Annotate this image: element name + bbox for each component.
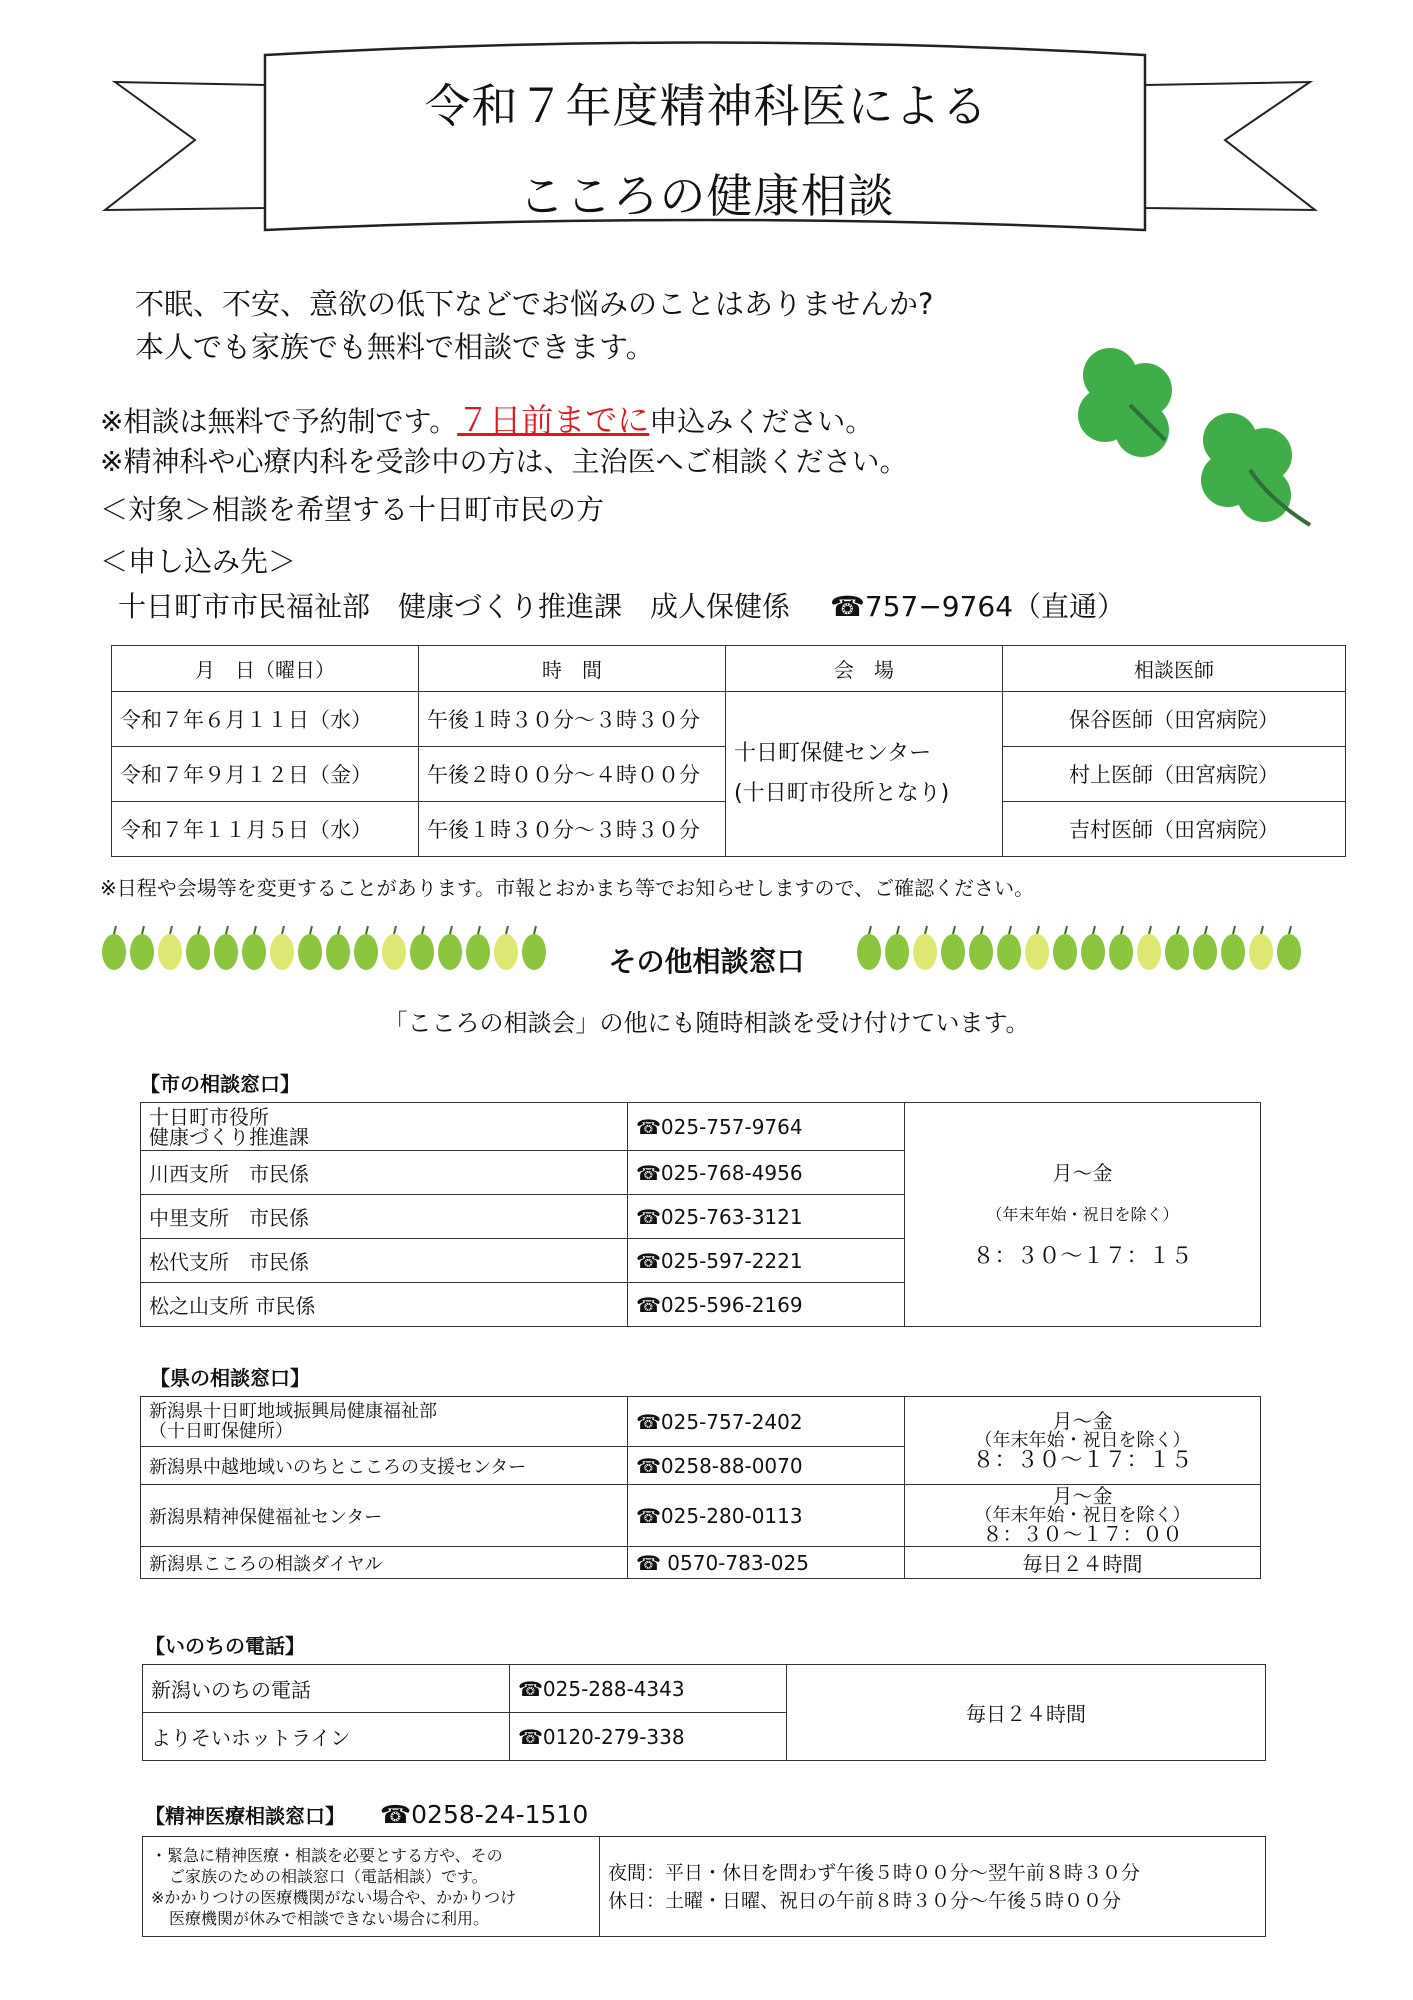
table-row: 中里支所 市民係 ☎025-763-3121 [141,1195,1261,1239]
table-row: よりそいホットライン ☎0120-279-338 [143,1713,1266,1761]
city-hours: 月～金 （年末年始・祝日を除く） ８：３０～１７：１５ [905,1103,1261,1327]
apple-stem [1093,926,1095,934]
inochi-heading: 【いのちの電話】 [145,1634,305,1658]
apple-stem [366,926,368,934]
apply-heading: ＜申し込み先＞ [100,545,297,578]
clover-icon [1050,335,1320,535]
schedule-note: ※日程や会場等を変更することがあります。市報とおかまち等でお知らせしますので、ご確認ください。 [100,876,1035,900]
apple-stem [1233,926,1235,934]
apple-stem [925,926,927,934]
pref-heading: 【県の相談窓口】 [150,1366,310,1390]
psych-phone: ☎0258-24-1510 [380,1800,589,1829]
table-row: 令和７年１１月５日（水） 午後１時３０分～３時３０分 吉村医師（田宮病院） [112,802,1346,857]
table-row: 令和７年９月１２日（金） 午後２時００分～４時００分 村上医師（田宮病院） [112,747,1346,802]
apple-stem [450,926,452,934]
table-row: 新潟県こころの相談ダイヤル ☎ 0570-783-025 毎日２４時間 [141,1547,1261,1579]
apple-stem [254,926,256,934]
inochi-table [142,1664,1266,1761]
table-row: 令和７年６月１１日（水） 午後１時３０分～３時３０分 十日町保健センター (十日町市役所となり) 保谷医師（田宮病院） [112,692,1346,747]
city-table [140,1102,1261,1327]
apple-stem [1149,926,1151,934]
target-line: ＜対象＞相談を希望する十日町市民の方 [100,493,605,526]
apple-stem [981,926,983,934]
psych-night: 夜間：平日・休日を問わず午後５時００分～翌午前８時３０分 [608,1861,1141,1884]
psych-heading: 【精神医療相談窓口】 ☎0258-24-1510 [145,1800,589,1829]
deadline-highlight: ７日前までに [457,401,650,439]
apple-stem [1289,926,1291,934]
apple-stem [1009,926,1011,934]
other-title: その他相談窓口 [608,945,805,978]
psych-table: ・緊急に精神医療・相談を必要とする方や、その ご家族のための相談窓口（電話相談）です。 ※かかりつけの医療機関がない場合や、かかりつけ 医療機関が休みで相談できない場合に利用。 夜間：平日・休日を問わず午後５時００分～翌午前８時３０分 休日：土曜・日曜、祝日の午前８時３０分～午後５時００分 [142,1836,1266,1937]
apple-stem [953,926,955,934]
apple-stem [869,926,871,934]
col-venue: 会 場 [726,646,1003,692]
other-subtitle: 「こころの相談会」の他にも随時相談を受け付けています。 [383,1009,1030,1037]
apple-stem [198,926,200,934]
title-line-2: こころの健康相談 [518,169,895,223]
apple-stem [897,926,899,934]
apply-dept: 十日町市市民福祉部 健康づくり推進課 成人保健係 ☎757−9764（直通） [118,590,1126,623]
reserve-note: ※相談は無料で予約制です。７日前までに申込みください。 [100,401,874,439]
apple-stem [506,926,508,934]
apple-stem [1177,926,1179,934]
col-doctor: 相談医師 [1003,646,1346,692]
title-line-1: 令和７年度精神科医による [424,79,989,133]
apple-stem [282,926,284,934]
table-row: 松之山支所 市民係 ☎025-596-2169 [141,1283,1261,1327]
apple-stem [394,926,396,934]
apple-stem [338,926,340,934]
apple-stem [226,926,228,934]
intro-line-2: 本人でも家族でも無料で相談できます。 [135,330,655,364]
city-heading: 【市の相談窓口】 [140,1072,300,1096]
psych-holiday: 休日：土曜・日曜、祝日の午前８時３０分～午後５時００分 [608,1889,1122,1912]
col-time: 時 間 [419,646,726,692]
apply-phone: ☎757−9764（直通） [830,590,1126,623]
apple-stem [310,926,312,934]
intro-line-1: 不眠、不安、意欲の低下などでお悩みのことはありませんか? [135,287,934,321]
apple-stem [534,926,536,934]
apple-stem [1121,926,1123,934]
apple-stem [478,926,480,934]
apple-stem [142,926,144,934]
schedule-table [111,645,1346,857]
pref-table [140,1396,1261,1579]
table-row: 川西支所 市民係 ☎025-768-4956 [141,1151,1261,1195]
table-row: 新潟県十日町地域振興局健康福祉部 （十日町保健所） ☎025-757-2402 月～金 （年末年始・祝日を除く） ８：３０～１７：１５ [141,1397,1261,1447]
apple-stem [114,926,116,934]
apple-stem [422,926,424,934]
pref-hours-b: 月～金 （年末年始・祝日を除く） ８：３０～１７：００ [905,1485,1261,1547]
pref-hours-a: 月～金 （年末年始・祝日を除く） ８：３０～１７：１５ [905,1397,1261,1485]
table-row: 松代支所 市民係 ☎025-597-2221 [141,1239,1261,1283]
table-row: 新潟いのちの電話 ☎025-288-4343 毎日２４時間 [143,1665,1266,1713]
table-row: 十日町市役所 健康づくり推進課 ☎025-757-9764 月～金 （年末年始・祝日を除く） ８：３０～１７：１５ [141,1103,1261,1151]
table-row: 新潟県中越地域いのちとこころの支援センター ☎0258-88-0070 [141,1447,1261,1485]
table-row: 新潟県精神保健福祉センター ☎025-280-0113 月～金 （年末年始・祝日を除く） ８：３０～１７：００ [141,1485,1261,1547]
venue-cell: 十日町保健センター (十日町市役所となり) [726,692,1003,857]
apple-stem [170,926,172,934]
apple-stem [1205,926,1207,934]
doctor-note: ※精神科や心療内科を受診中の方は、主治医へご相談ください。 [100,445,908,478]
apple-stem [1037,926,1039,934]
apple-stem [1065,926,1067,934]
apple-stem [1261,926,1263,934]
col-date: 月 日（曜日） [112,646,419,692]
